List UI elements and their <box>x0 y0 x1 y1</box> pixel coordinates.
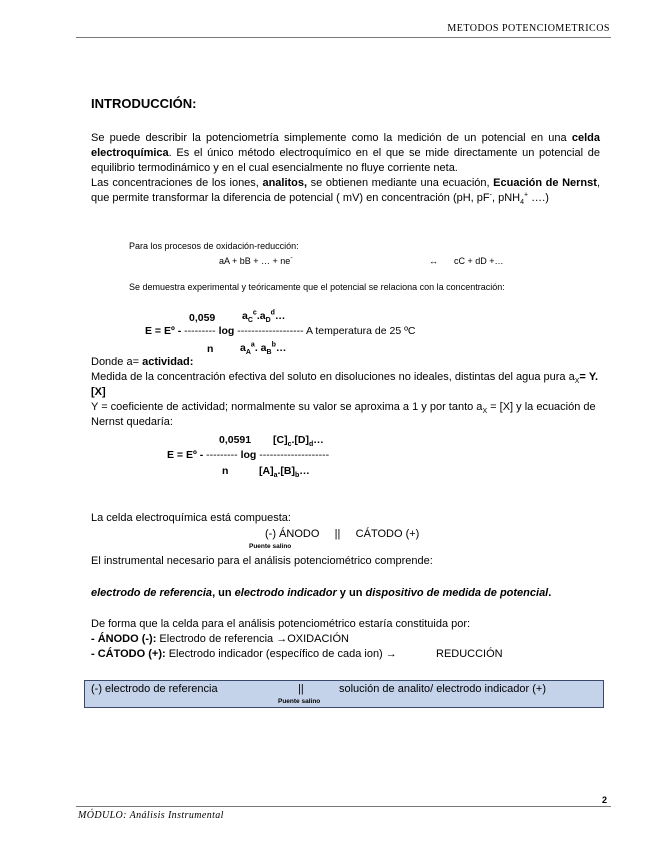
anodo-line: - ÁNODO (-): Electrodo de referencia →OXIDACIÓN <box>91 633 349 645</box>
eq1-main-line: E = Eº - --------- log ------------------- A temperatura de 25 ºC <box>145 325 416 337</box>
constitution-intro: De forma que la celda para el análisis potenciométrico estaría constituida por: <box>91 618 471 630</box>
eq2-main-line: E = Eº - --------- log -------------------- <box>167 449 330 461</box>
instrumental-text: El instrumental necesario para el análisis potenciométrico comprende: <box>91 555 433 567</box>
activity-coefficient: Υ = coeficiente de actividad; normalmente su valor se aproxima a 1 y por tanto $a_X = [X]$ y la ecuación de Nernst quedaría: <box>91 401 596 428</box>
eq1-coefficient: 0,059 <box>189 312 216 324</box>
cell-diagram-box <box>84 680 604 708</box>
demo-text: Se demuestra experimental y teóricamente que el potencial se relaciona con la concentración: <box>129 282 505 292</box>
eq2-numerator: $[C]_c.[D]_d\dots$ <box>273 434 324 449</box>
intro-paragraph-2: Las concentraciones de los iones, analitos, se obtienen mediante una ecuación, Ecuación de Nernst, que permite transformar la diferencia de potencial ( mV) en concentración (pH, pF-, pNH$_4$+ ….) <box>91 177 600 207</box>
activity-block <box>91 355 600 430</box>
intro-paragraph-1: Se puede describir la potenciometría simplemente como la medición de un potencial en una celda electroquímica. Es el único método electroquímico en el que se mide directamente un potencial de equilibrio termodinámico y en el cual esencialmente no fluye corriente neta. <box>91 132 600 174</box>
activity-definition: Donde a= actividad: <box>91 356 194 368</box>
redox-label: Para los procesos de oxidación-reducción: <box>129 241 299 251</box>
eq2-n: n <box>222 465 229 477</box>
intro-paragraphs <box>91 131 600 206</box>
redox-reaction-left: aA + bB + … + ne- <box>219 255 293 266</box>
running-header: METODOS POTENCIOMETRICOS <box>447 23 610 34</box>
box-bridge-label: Puente salino <box>278 698 321 705</box>
redox-reaction-right: cC + dD +… <box>454 256 504 266</box>
catodo-line: - CÁTODO (+): Electrodo indicador (específico de cada ion) → <box>91 648 397 660</box>
box-left-text: (-) electrodo de referencia <box>91 683 218 695</box>
footer-text: MÓDULO: Análisis Instrumental <box>78 810 224 821</box>
eq2-denominator: $[A]_a.[B]_b\dots$ <box>259 465 310 480</box>
eq2-coefficient: 0,0591 <box>219 434 252 446</box>
catodo-result: REDUCCIÓN <box>436 648 503 660</box>
section-title: INTRODUCCIÓN: <box>91 96 197 111</box>
box-separator: || <box>298 683 304 695</box>
eq1-n: n <box>207 343 214 355</box>
components-list: electrodo de referencia, un electrodo indicador y un dispositivo de medida de potencial. <box>91 587 552 599</box>
cell-line: (-) ÁNODO || CÁTODO (+) <box>265 528 420 540</box>
cell-intro: La celda electroquímica está compuesta: <box>91 512 291 524</box>
eq1-numerator: $a_C^c.a_D^d\dots$ <box>242 309 286 325</box>
redox-arrow: ↔ <box>429 256 438 266</box>
footer-rule <box>76 806 611 807</box>
header-rule <box>76 37 611 38</box>
activity-description: Medida de la concentración efectiva del soluto en disoluciones no ideales, distintas del agua pura $a_X= \Upsilon$. [X] <box>91 371 599 398</box>
eq1-denominator: $a_A^a$. $a_B^b\dots$ <box>240 341 287 357</box>
cell-bridge-label: Puente salino <box>249 543 292 550</box>
box-right-text: solución de analito/ electrodo indicador (+) <box>339 683 546 695</box>
page-number: 2 <box>601 795 607 805</box>
